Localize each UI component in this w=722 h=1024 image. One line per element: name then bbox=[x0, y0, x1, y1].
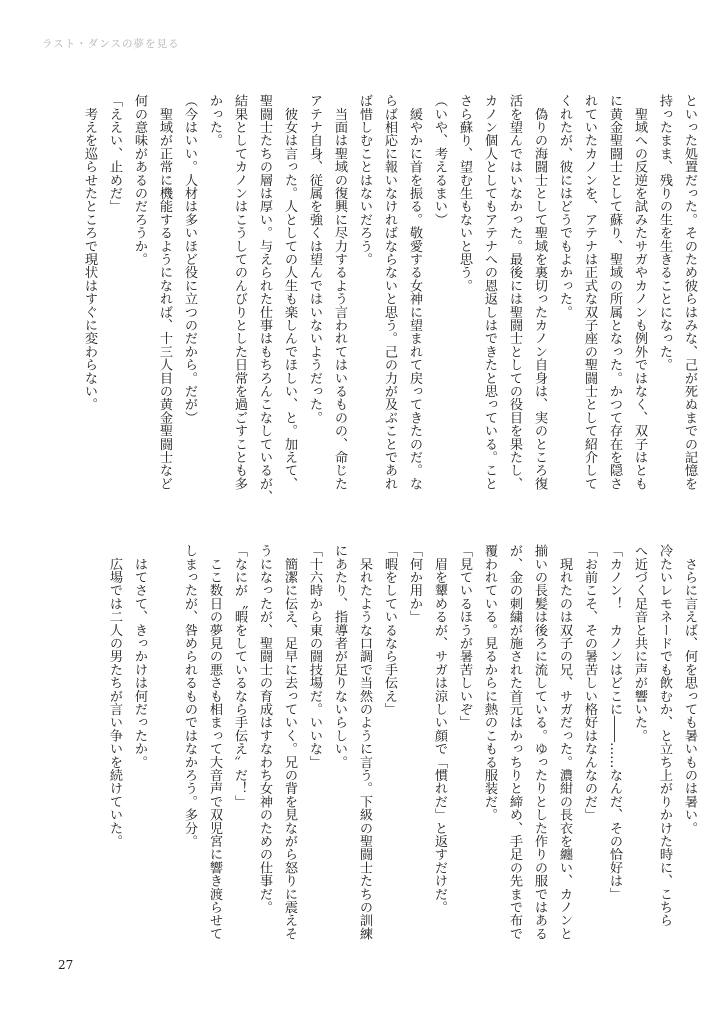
text-line: といった処置だった。そのため彼らはみな、己が死ぬまでの記憶を bbox=[682, 94, 697, 490]
text-line: にあたり、指導者が足りないらしい。 bbox=[332, 544, 347, 769]
text-line: 「お前こそ、その暑苦しい格好はなんなのだ」 bbox=[582, 544, 597, 822]
text-line: 結果としてカノンはこうしてのんびりとした日常を過ごすことも多 bbox=[232, 94, 247, 490]
text-line: れていたカノンを、アテナは正式な双子座の聖闘士として紹介して bbox=[582, 94, 597, 490]
text-line: さら蘇り、望む生もないと思う。 bbox=[457, 94, 472, 292]
text-line: 持ったまま、残りの生を生きることになった。 bbox=[657, 94, 672, 372]
text-line: 冷たいレモネードでも飲むか、と立ち上がりかけた時に、こちら bbox=[657, 544, 672, 927]
text-line: 「なにが〝暇をしているなら手伝え〟だ！」 bbox=[232, 544, 247, 808]
text-line: 「十六時から東の闘技場だ。いいな」 bbox=[307, 544, 322, 769]
text-line: 「カノン！ カノンはどこに――……なんだ、その恰好は」 bbox=[607, 544, 622, 901]
text-line: （今はいい。人材は多いほど役に立つのだから。だが） bbox=[182, 94, 197, 424]
text-line: 眉を顰めるが、サガは涼しい顔で「慣れだ」と返すだけだ。 bbox=[432, 544, 447, 914]
running-header: ラスト・ダンスの夢を見る bbox=[42, 38, 180, 50]
text-line: 覆われている。見るからに熱のこもる服装だ。 bbox=[482, 544, 497, 822]
text-line: 「何か用か」 bbox=[407, 544, 422, 624]
text-line: 当面は聖域の復興に尽力するよう言われてはいるものの、命じた bbox=[332, 94, 347, 490]
text-line: ば惜しむことはないだろう。 bbox=[357, 94, 372, 266]
text-line: アテナ自身、従属を強くは望んではいないようだった。 bbox=[307, 94, 322, 424]
text-line bbox=[152, 544, 177, 954]
text-line: ここ数日の夢見の悪さも相まって大音声で双児宮に響き渡らせて bbox=[207, 544, 222, 940]
upper-text-block bbox=[77, 94, 702, 504]
text-line: 考えを巡らせたところで現状はすぐに変わらない。 bbox=[82, 94, 97, 411]
text-line: 活を望んではいなかった。最後には聖闘士としての役目を果たし、 bbox=[507, 94, 522, 490]
page-number: 27 bbox=[58, 958, 74, 972]
text-line: かった。 bbox=[207, 94, 222, 147]
text-line: 何の意味があるのだろうか。 bbox=[132, 94, 147, 266]
text-line: はてさて、きっかけは何だったか。 bbox=[132, 544, 147, 769]
text-line: 聖域が正常に機能するようになれば、十三人目の黄金聖闘士など bbox=[157, 94, 172, 490]
text-line: 聖闘士たちの層は厚い。与えられた仕事はもちろんこなしているが、 bbox=[257, 94, 272, 504]
text-line: に黄金聖闘士として蘇り、聖域の所属となった。かつて存在を隠さ bbox=[607, 94, 622, 490]
text-line: 揃いの長髪は後ろに流している。ゆったりとした作りの服ではある bbox=[532, 544, 547, 940]
text-line: 「ええい、止めだ」 bbox=[107, 94, 122, 213]
text-line: 彼女は言った。人としての人生も楽しんでほしい、と。加えて、 bbox=[282, 94, 297, 490]
text-line: カノン個人としてもアテナへの恩返しはできたと思っている。こと bbox=[482, 94, 497, 490]
text-line: 聖域への反逆を試みたサガやカノンも例外ではなく、双子はとも bbox=[632, 94, 647, 490]
text-line: 「見ているほうが暑苦しいぞ」 bbox=[457, 544, 472, 729]
text-line: 緩やかに首を振る。敬愛する女神に望まれて戻ってきたのだ。な bbox=[407, 94, 422, 490]
text-line: さらに言えば、何を思っても暑いものは暑い。 bbox=[682, 544, 697, 835]
text-line: らば相応に報いなければならないと思う。己の力が及ぶことであれ bbox=[382, 94, 397, 490]
lower-text-block bbox=[102, 544, 702, 954]
text-line: 広場では二人の男たちが言い争いを続けていた。 bbox=[107, 544, 122, 848]
text-line: 呆れたような口調で当然のように言う。下級の聖闘士たちの訓練 bbox=[357, 544, 372, 940]
text-line: くれたが、彼にはどうでもよかった。 bbox=[557, 94, 572, 319]
text-line: 偽りの海闘士として聖域を裏切ったカノン自身は、実のところ復 bbox=[532, 94, 547, 490]
text-line: 「暇をしているなら手伝え」 bbox=[382, 544, 397, 716]
text-line: しまったが、咎められるものではなかろう。多分。 bbox=[182, 544, 197, 848]
text-line: が、金の刺繍が施された首元はかっちりと締め、手足の先まで布で bbox=[507, 544, 522, 940]
text-line: （いや、考えるまい） bbox=[432, 94, 447, 226]
text-line: へ近づく足音と共に声が響いた。 bbox=[632, 544, 647, 742]
text-line: 現れたのは双子の兄、サガだった。濃紺の長衣を纏い、カノンと bbox=[557, 544, 572, 940]
text-line: うになったが、聖闘士の育成はすなわち女神のための仕事だ。 bbox=[257, 544, 272, 914]
text-line: 簡潔に伝え、足早に去っていく。兄の背を見ながら怒りに震えそ bbox=[282, 544, 297, 940]
